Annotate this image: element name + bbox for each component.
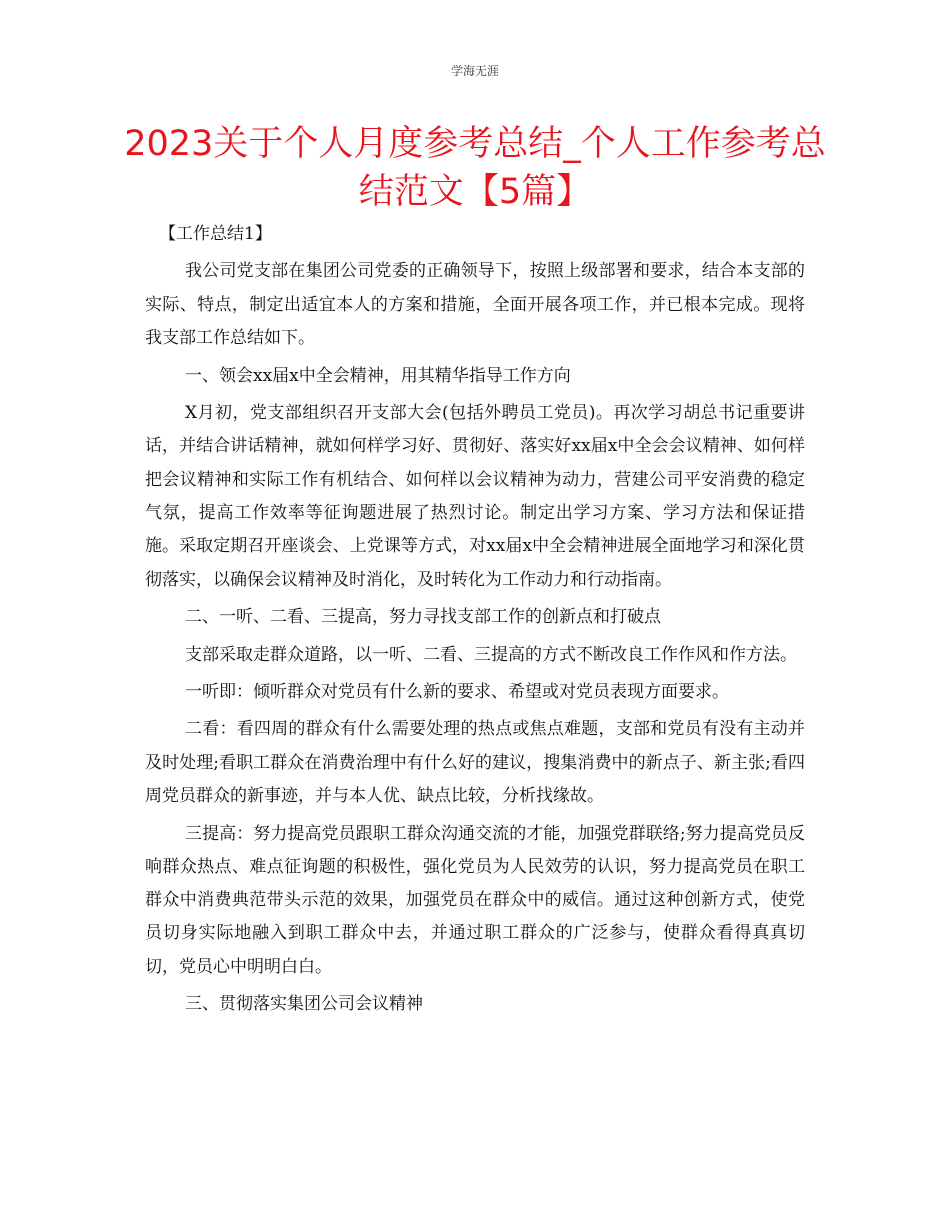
heading-two: 二、一听、二看、三提高，努力寻找支部工作的创新点和打破点 [185,607,661,628]
heading-one: 一、领会xx届x中全会精神，用其精华指导工作方向 [185,365,571,386]
document-title: 2023关于个人月度参考总结_个人工作参考总结范文【5篇】 [124,124,826,212]
paragraph: 支部采取走群众道路，以一听、二看、三提高的方式不断改良工作作风和作方法。 [185,644,797,665]
header-note: 学海无涯 [450,64,499,78]
paragraph: 三提高：努力提高党员跟职工群众沟通交流的才能，加强党群联络;努力提高党员反响群众热点、难点征询题的积极性，强化党员为人民效劳的认识，努力提高党员在职工群众中消费典范带头示范的效果，加强党员在群众中的威信。通过这种创新方式，使党员切身实际地融入到职工群众中去，并通过职工群众的广泛参与，使群众看得真真切切，党员心中明明白白。 [145,823,805,977]
paragraph: 一听即：倾听群众对党员有什么新的要求、希望或对党员表现方面要求。 [185,681,729,702]
intro-paragraph: 我公司党支部在集团公司党委的正确领导下，按照上级部署和要求，结合本支部的实际、特点，制定出适宜本人的方案和措施，全面开展各项工作，并已根本完成。现将我支部工作总结如下。 [145,261,805,349]
heading-three: 三、贯彻落实集团公司会议精神 [185,994,423,1015]
paragraph: 二看：看四周的群众有什么需要处理的热点或焦点难题，支部和党员有没有主动并及时处理;看职工群众在消费治理中有什么好的建议，搜集消费中的新点子、新主张;看四周党员群众的新事迹，并与本人优、缺点比较，分析找缘故。 [145,719,805,807]
section-label: 【工作总结1】 [159,224,272,244]
paragraph: X月初，党支部组织召开支部大会(包括外聘员工党员)。再次学习胡总书记重要讲话，并结合讲话精神，就如何样学习好、贯彻好、落实好xx届x中全会会议精神、如何样把会议精神和实际工作有机结合、如何样以会议精神为动力，营建公司平安消费的稳定气氛，提高工作效率等征询题进展了热烈讨论。制定出学习方案、学习方法和保证措施。采取定期召开座谈会、上党课等方式，对xx届x中全会精神进展全面地学习和深化贯彻落实，以确保会议精神及时消化，及时转化为工作动力和行动指南。 [145,403,805,590]
document-body [145,218,805,1026]
